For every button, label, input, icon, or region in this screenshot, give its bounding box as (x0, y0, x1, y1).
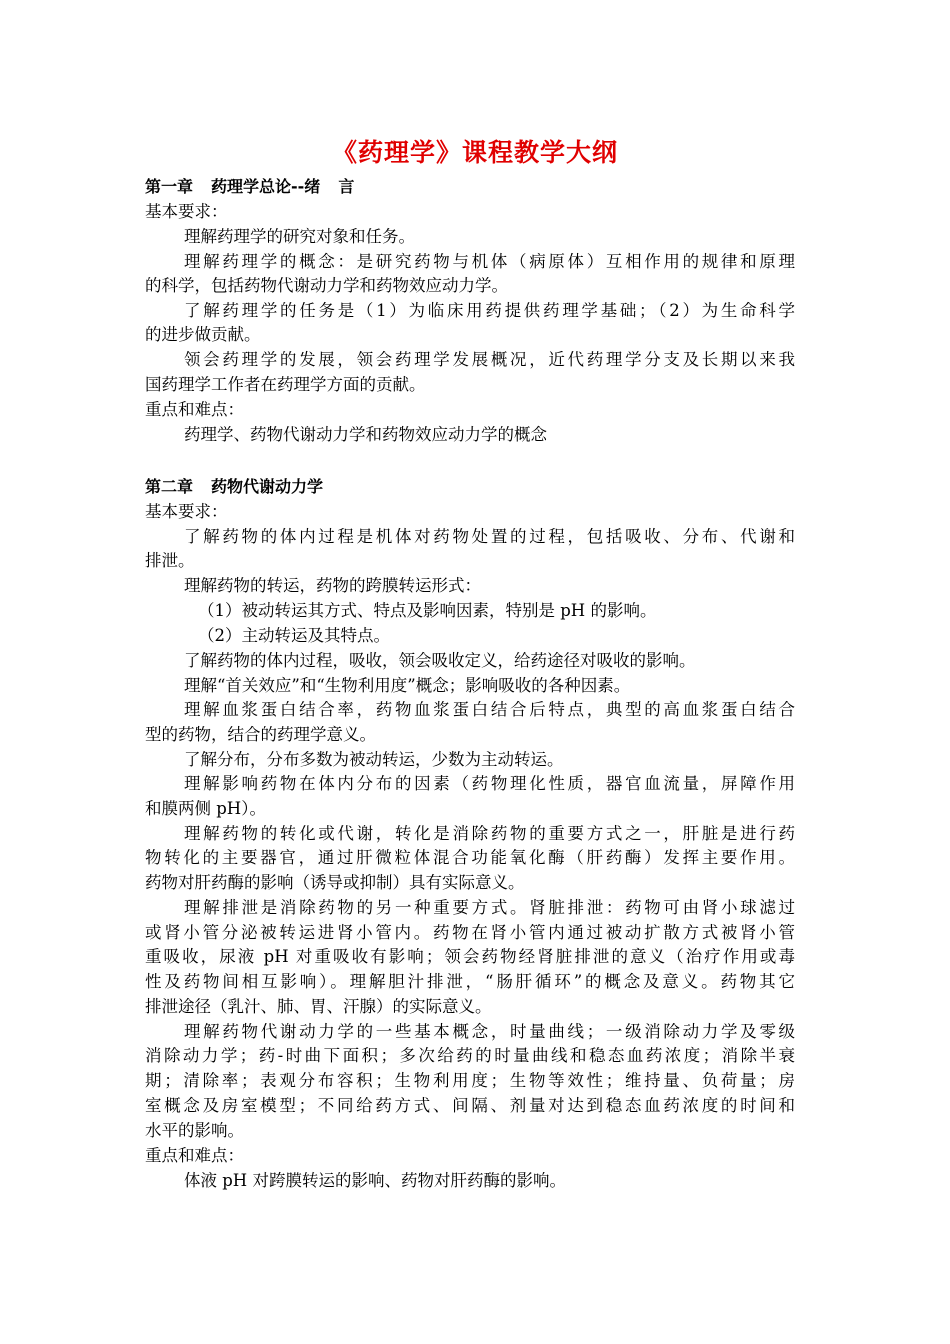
chapter1-key-label: 重点和难点： (145, 400, 244, 419)
chapter2-key-label: 重点和难点： (145, 1146, 244, 1165)
chapter2-key-text: 体液 pH 对跨膜转运的影响、药物对肝药酶的影响。 (184, 1171, 566, 1190)
chapter1-line: 理解药理学的研究对象和任务。 (184, 227, 415, 246)
chapter2-line: 理解影响药物在体内分布的因素（药物理化性质，器官血流量，屏障作用 (184, 774, 795, 793)
chapter2-line: 理解血浆蛋白结合率，药物血浆蛋白结合后特点，典型的高血浆蛋白结合 (184, 700, 795, 719)
chapter1-line: 了解药理学的任务是（1）为临床用药提供药理学基础；（2）为生命科学 (184, 301, 795, 320)
chapter1-key-text: 药理学、药物代谢动力学和药物效应动力学的概念 (184, 425, 547, 444)
document-title: 《药理学》课程教学大纲 (331, 138, 618, 167)
chapter2-heading (145, 475, 805, 499)
chapter2-line: 消除动力学；药-时曲下面积；多次给药的时量曲线和稳态血药浓度；消除半衰 (145, 1046, 795, 1065)
chapter2-line: 型的药物，结合的药理学意义。 (145, 725, 376, 744)
chapter1-heading (145, 175, 805, 199)
chapter2-line: 性及药物间相互影响）。理解胆汁排泄，“肠肝循环”的概念及意义。药物其它 (145, 972, 795, 991)
chapter2-line: 理解药物的转化或代谢，转化是消除药物的重要方式之一，肝脏是进行药 (184, 824, 795, 843)
chapter1-line: 领会药理学的发展，领会药理学发展概况，近代药理学分支及长期以来我 (184, 350, 795, 369)
chapter2-line: 排泄。 (145, 551, 195, 570)
chapter2-line: 理解药物的转运，药物的跨膜转运形式： (184, 576, 481, 595)
chapter2-line: 或肾小管分泌被转运进肾小管内。药物在肾小管内通过被动扩散方式被肾小管 (145, 923, 795, 942)
chapter2-line: 重吸收，尿液 pH 对重吸收有影响；领会药物经肾脏排泄的意义（治疗作用或毒 (145, 947, 795, 966)
chapter2-line: 药物对肝药酶的影响（诱导或抑制）具有实际意义。 (145, 873, 525, 892)
chapter1-title-end: 言 (338, 177, 355, 196)
chapter2-line: （2）主动转运及其特点。 (198, 626, 390, 645)
chapter2-line: （1）被动转运其方式、特点及影响因素，特别是 pH 的影响。 (198, 601, 657, 620)
chapter2-line: 期；清除率；表观分布容积；生物利用度；生物等效性；维持量、负荷量；房 (145, 1071, 795, 1090)
chapter2-line: 理解药物代谢动力学的一些基本概念，时量曲线；一级消除动力学及零级 (184, 1022, 795, 1041)
chapter1-number: 第一章 (145, 177, 194, 196)
chapter1-line: 的科学，包括药物代谢动力学和药物效应动力学。 (145, 276, 508, 295)
chapter1-line: 理解药理学的概念：是研究药物与机体（病原体）互相作用的规律和原理 (184, 252, 795, 271)
chapter2-title: 药物代谢动力学 (211, 477, 324, 496)
chapter2-line: 了解分布，分布多数为被动转运，少数为主动转运。 (184, 750, 564, 769)
chapter1-title: 药理学总论--绪 (211, 177, 321, 196)
chapter2-requirements-label: 基本要求： (145, 502, 228, 521)
chapter1-line: 的进步做贡献。 (145, 325, 261, 344)
chapter2-line: 和膜两侧 pH）。 (145, 799, 266, 818)
chapter2-line: 排泄途径（乳汁、肺、胃、汗腺）的实际意义。 (145, 997, 492, 1016)
chapter2-line: 理解“首关效应”和“生物利用度”概念；影响吸收的各种因素。 (184, 676, 631, 695)
chapter2-line: 了解药物的体内过程，吸收，领会吸收定义，给药途径对吸收的影响。 (184, 651, 696, 670)
chapter2-number: 第二章 (145, 477, 194, 496)
chapter2-line: 了解药物的体内过程是机体对药物处置的过程，包括吸收、分布、代谢和 (184, 527, 795, 546)
chapter1-line: 国药理学工作者在药理学方面的贡献。 (145, 375, 426, 394)
chapter1-requirements-label: 基本要求： (145, 202, 228, 221)
chapter2-line: 室概念及房室模型；不同给药方式、间隔、剂量对达到稳态血药浓度的时间和 (145, 1096, 795, 1115)
chapter2-line: 物转化的主要器官，通过肝微粒体混合功能氧化酶（肝药酶）发挥主要作用。 (145, 848, 795, 867)
chapter2-line: 理解排泄是消除药物的另一种重要方式。肾脏排泄：药物可由肾小球滤过 (184, 898, 795, 917)
chapter2-line: 水平的影响。 (145, 1121, 244, 1140)
